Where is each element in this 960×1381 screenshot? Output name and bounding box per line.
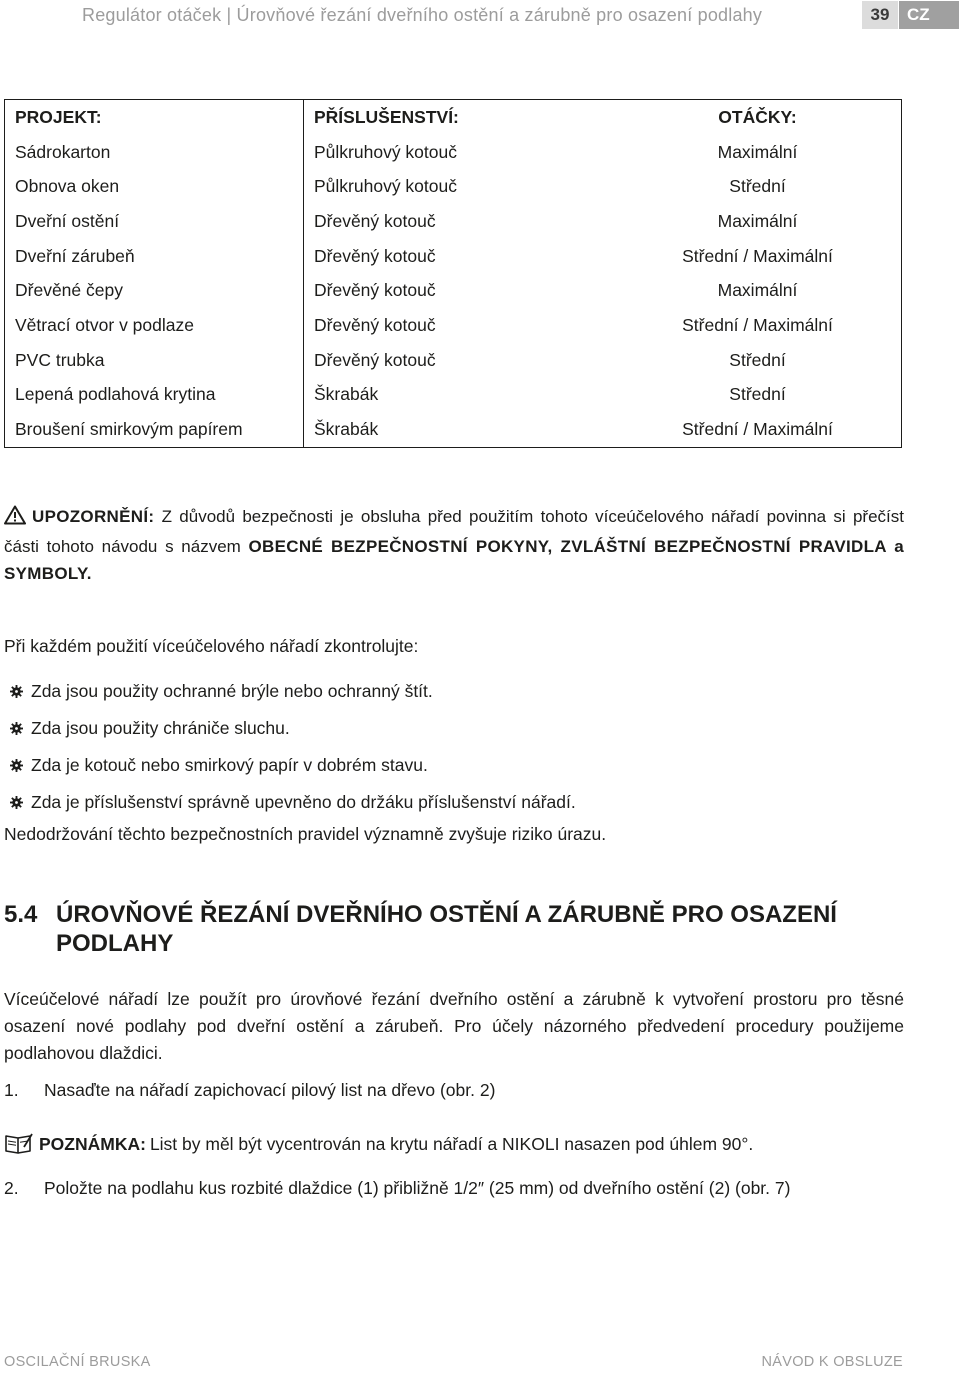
step-1 — [4, 1080, 495, 1101]
header-otacky: OTÁČKY: — [718, 106, 797, 127]
list-item — [10, 747, 576, 784]
list-item-text: Zda je kotouč nebo smirkový papír v dobrém stavu. — [31, 755, 428, 775]
table-cell: Dveřní zárubeň — [5, 239, 304, 274]
table-cell: Sádrokarton — [5, 135, 304, 170]
table-row — [5, 169, 902, 204]
table-row — [5, 412, 902, 447]
table-cell: Maximální — [717, 141, 798, 162]
gear-bullet-icon — [10, 759, 23, 772]
warning-label: UPOZORNĚNÍ: — [32, 507, 155, 526]
table-cell: Větrací otvor v podlaze — [5, 308, 304, 343]
footer-product: OSCILAČNÍ BRUSKA — [4, 1354, 151, 1370]
checklist — [10, 673, 576, 821]
table-row — [5, 308, 902, 343]
list-item — [10, 784, 576, 821]
gear-bullet-icon — [10, 796, 23, 809]
table-cell: Půlkruhový kotouč — [314, 141, 457, 162]
running-header: Regulátor otáček | Úrovňové řezání dveřního ostění a zárubně pro osazení podlahy — [82, 5, 763, 25]
list-item-text: Zda jsou použity ochranné brýle nebo ochranný štít. — [31, 681, 433, 701]
list-item — [10, 710, 576, 747]
gear-bullet-icon — [10, 722, 23, 735]
list-item-text: Zda je příslušenství správně upevněno do držáku příslušenství nářadí. — [31, 792, 576, 812]
step-number: 2. — [4, 1178, 19, 1198]
table-cell: Maximální — [717, 280, 798, 301]
warning-block — [4, 503, 904, 587]
language-tag: CZ — [899, 1, 959, 29]
footer-manual: NÁVOD K OBSLUZE — [761, 1354, 903, 1370]
step-text: Nasaďte na nářadí zapichovací pilový list na dřevo (obr. 2) — [44, 1080, 496, 1100]
list-item-text: Zda jsou použity chrániče sluchu. — [31, 718, 290, 738]
table-row — [5, 378, 902, 413]
table-cell: Lepená podlahová krytina — [5, 378, 304, 413]
table-cell: Dřevěný kotouč — [314, 245, 436, 266]
section-title-line2: PODLAHY — [56, 930, 174, 957]
table-cell: Škrabák — [314, 419, 379, 440]
header-projekt: PROJEKT: — [5, 100, 304, 135]
table-cell: Dřevěný kotouč — [314, 314, 436, 335]
step-text: Položte na podlahu kus rozbité dlaždice (1) přibližně 1/2″ (25 mm) od dveřního ostění (2) (obr. 7) — [44, 1178, 791, 1198]
table-row — [5, 239, 902, 274]
checklist-outro: Nedodržování těchto bezpečnostních pravidel významně zvyšuje riziko úrazu. — [4, 824, 607, 844]
table-row — [5, 135, 902, 170]
table-cell: Dřevěný kotouč — [314, 280, 436, 301]
header-prislusenstvi: PŘÍSLUŠENSTVÍ: — [314, 106, 459, 127]
table-cell: PVC trubka — [5, 343, 304, 378]
table-cell: Dveřní ostění — [5, 204, 304, 239]
checklist-intro: Při každém použití víceúčelového nářadí zkontrolujte: — [4, 636, 419, 656]
section-title — [4, 900, 904, 958]
page-number: 39 — [862, 1, 898, 29]
table-cell: Střední — [729, 384, 786, 405]
book-note-icon — [4, 1133, 34, 1155]
step-2 — [4, 1178, 790, 1199]
gear-bullet-icon — [10, 685, 23, 698]
section-title-line1: ÚROVŇOVÉ ŘEZÁNÍ DVEŘNÍHO OSTĚNÍ A ZÁRUBNĚ PRO OSAZENÍ — [56, 901, 837, 928]
table-cell: Dřevěný kotouč — [314, 349, 436, 370]
list-item — [10, 673, 576, 710]
table-row — [5, 204, 902, 239]
note-block — [4, 1133, 753, 1155]
table-cell: Střední / Maximální — [682, 245, 833, 266]
table-row — [5, 343, 902, 378]
table-cell: Půlkruhový kotouč — [314, 176, 457, 197]
table-cell: Maximální — [717, 210, 798, 231]
table-cell: Střední / Maximální — [682, 314, 833, 335]
note-text: List by měl být vycentrován na krytu nářadí a NIKOLI nasazen pod úhlem 90°. — [149, 1133, 754, 1154]
step-number: 1. — [4, 1080, 19, 1100]
speed-table — [4, 99, 902, 448]
table-header-row — [5, 100, 902, 135]
table-cell: Střední — [729, 176, 786, 197]
table-cell: Dřevěné čepy — [5, 273, 304, 308]
table-cell: Střední — [729, 349, 786, 370]
section-intro: Víceúčelové nářadí lze použít pro úrovňové řezání dveřního ostění a zárubně k vytvoření prostoru pro těsné osazení nové podlahy pod dveřní ostění a zárubeň. Pro účely názorného předvedení procedury použijeme podlahovou dlaždici. — [4, 989, 904, 1063]
table-cell: Broušení smirkovým papírem — [5, 412, 304, 447]
table-row — [5, 273, 902, 308]
warning-text: Z důvodů bezpečnosti je obsluha před použitím tohoto víceúčelového nářadí povinna si přečíst části tohoto návodu s názvem — [4, 507, 904, 556]
warning-emphasis: OBECNÉ BEZPEČNOSTNÍ POKYNY, ZVLÁŠTNÍ BEZPEČNOSTNÍ PRAVIDLA a SYMBOLY. — [4, 537, 904, 583]
table-cell: Střední / Maximální — [682, 419, 833, 440]
table-cell: Dřevěný kotouč — [314, 210, 436, 231]
note-label: POZNÁMKA: — [39, 1133, 146, 1154]
section-number: 5.4 — [4, 901, 38, 928]
warning-triangle-icon — [4, 505, 26, 533]
table-cell: Škrabák — [314, 384, 379, 405]
table-cell: Obnova oken — [5, 169, 304, 204]
